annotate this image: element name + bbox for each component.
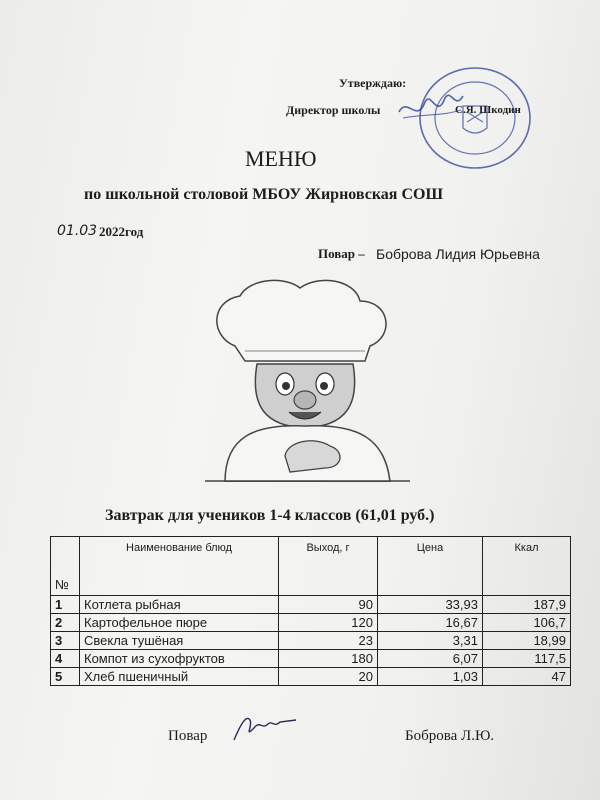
menu-title: МЕНЮ: [245, 146, 317, 171]
signature-label: Повар: [168, 728, 208, 744]
table-row: [51, 650, 571, 668]
row-price: 6,07: [378, 650, 483, 668]
row-kcal: 47: [483, 668, 571, 686]
approval-label: Утверждаю:: [339, 76, 407, 90]
row-output: 23: [279, 632, 378, 650]
signature-name: Боброва Л.Ю.: [405, 728, 495, 744]
cook-name: Боброва Лидия Юрьевна: [376, 246, 540, 262]
row-name: Котлета рыбная: [80, 596, 279, 614]
row-name: Картофельное пюре: [80, 614, 279, 632]
header-num: №: [51, 537, 80, 596]
header-output: Выход, г: [279, 537, 378, 596]
director-label: Директор школы: [286, 103, 381, 117]
header-price: Цена: [378, 537, 483, 596]
row-name: Компот из сухофруктов: [80, 650, 279, 668]
school-stamp-icon: [393, 66, 533, 170]
row-kcal: 187,9: [483, 596, 571, 614]
row-output: 90: [279, 596, 378, 614]
row-num: 2: [51, 614, 80, 632]
row-price: 3,31: [378, 632, 483, 650]
row-price: 33,93: [378, 596, 483, 614]
row-kcal: 106,7: [483, 614, 571, 632]
signature-scribble-icon: [230, 706, 300, 746]
table-row: [51, 596, 571, 614]
menu-subtitle: по школьной столовой МБОУ Жирновская СОШ: [84, 186, 444, 203]
chef-illustration-icon: [205, 276, 410, 482]
table-row: [51, 614, 571, 632]
row-name: Хлеб пшеничный: [80, 668, 279, 686]
row-output: 20: [279, 668, 378, 686]
row-num: 3: [51, 632, 80, 650]
row-num: 1: [51, 596, 80, 614]
row-price: 16,67: [378, 614, 483, 632]
row-kcal: 117,5: [483, 650, 571, 668]
table-row: [51, 632, 571, 650]
director-name: С.Я. Шкодин: [455, 104, 521, 116]
menu-table: [50, 536, 571, 686]
table-row: [51, 668, 571, 686]
row-num: 5: [51, 668, 80, 686]
row-kcal: 18,99: [483, 632, 571, 650]
cook-label: Повар –: [318, 246, 365, 261]
row-price: 1,03: [378, 668, 483, 686]
date-year: 2022год: [99, 224, 144, 239]
header-kcal: Ккал: [483, 537, 571, 596]
row-num: 4: [51, 650, 80, 668]
row-output: 180: [279, 650, 378, 668]
date-handwritten: 01.03: [57, 223, 98, 239]
breakfast-title: Завтрак для учеников 1-4 классов (61,01 руб.): [105, 507, 435, 524]
row-output: 120: [279, 614, 378, 632]
table-header-row: [51, 537, 571, 596]
header-name: Наименование блюд: [80, 537, 279, 596]
row-name: Свекла тушёная: [80, 632, 279, 650]
